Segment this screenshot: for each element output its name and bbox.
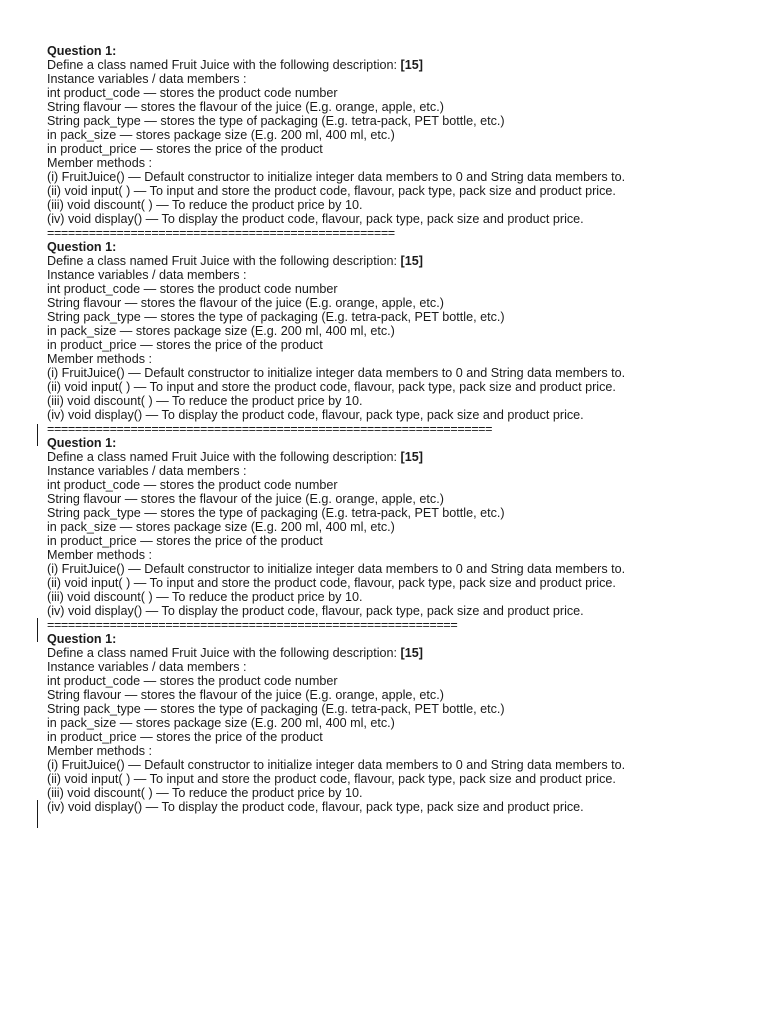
intro-text: Define a class named Fruit Juice with the following description: (47, 58, 401, 72)
member-flavour: String flavour — stores the flavour of the juice (E.g. orange, apple, etc.) (47, 492, 444, 506)
separator-line: =========================================================== (47, 618, 458, 632)
member-pack-type: String pack_type — stores the type of packaging (E.g. tetra-pack, PET bottle, etc.) (47, 114, 505, 128)
method-input: (ii) void input( ) — To input and store the product code, flavour, pack type, pack size and product price. (47, 772, 616, 786)
section-label-instance-variables: Instance variables / data members : (47, 660, 247, 674)
member-product-code: int product_code — stores the product code number (47, 674, 338, 688)
method-input: (ii) void input( ) — To input and store the product code, flavour, pack type, pack size and product price. (47, 380, 616, 394)
member-flavour: String flavour — stores the flavour of the juice (E.g. orange, apple, etc.) (47, 688, 444, 702)
question-intro (47, 58, 747, 72)
section-label-instance-variables: Instance variables / data members : (47, 72, 247, 86)
method-constructor: (i) FruitJuice() — Default constructor to initialize integer data members to 0 and String data members to. (47, 366, 626, 380)
question-heading: Question 1: (47, 632, 117, 646)
question-block (47, 632, 747, 814)
member-product-price: in product_price — stores the price of the product (47, 142, 323, 156)
intro-text: Define a class named Fruit Juice with the following description: (47, 646, 401, 660)
member-product-code: int product_code — stores the product code number (47, 282, 338, 296)
method-discount: (iii) void discount( ) — To reduce the product price by 10. (47, 394, 363, 408)
member-product-price: in product_price — stores the price of the product (47, 338, 323, 352)
section-label-member-methods: Member methods : (47, 352, 152, 366)
separator-line: ================================================================ (47, 422, 493, 436)
method-discount: (iii) void discount( ) — To reduce the product price by 10. (47, 590, 363, 604)
section-label-instance-variables: Instance variables / data members : (47, 464, 247, 478)
change-bar (37, 800, 38, 828)
method-display: (iv) void display() — To display the product code, flavour, pack type, pack size and product price. (47, 212, 584, 226)
method-constructor: (i) FruitJuice() — Default constructor to initialize integer data members to 0 and String data members to. (47, 562, 626, 576)
member-pack-size: in pack_size — stores package size (E.g. 200 ml, 400 ml, etc.) (47, 324, 395, 338)
intro-text: Define a class named Fruit Juice with the following description: (47, 254, 401, 268)
question-intro (47, 646, 747, 660)
member-pack-size: in pack_size — stores package size (E.g. 200 ml, 400 ml, etc.) (47, 716, 395, 730)
marks-label: [15] (400, 58, 423, 72)
question-heading: Question 1: (47, 240, 117, 254)
member-product-code: int product_code — stores the product code number (47, 86, 338, 100)
member-flavour: String flavour — stores the flavour of the juice (E.g. orange, apple, etc.) (47, 296, 444, 310)
change-bar (37, 618, 38, 642)
separator-line: ================================================== (47, 226, 395, 240)
method-input: (ii) void input( ) — To input and store the product code, flavour, pack type, pack size and product price. (47, 184, 616, 198)
member-flavour: String flavour — stores the flavour of the juice (E.g. orange, apple, etc.) (47, 100, 444, 114)
method-display: (iv) void display() — To display the product code, flavour, pack type, pack size and product price. (47, 800, 584, 814)
marks-label: [15] (400, 254, 423, 268)
member-pack-type: String pack_type — stores the type of packaging (E.g. tetra-pack, PET bottle, etc.) (47, 506, 505, 520)
member-pack-size: in pack_size — stores package size (E.g. 200 ml, 400 ml, etc.) (47, 128, 395, 142)
member-pack-type: String pack_type — stores the type of packaging (E.g. tetra-pack, PET bottle, etc.) (47, 702, 505, 716)
section-label-member-methods: Member methods : (47, 548, 152, 562)
method-display: (iv) void display() — To display the product code, flavour, pack type, pack size and product price. (47, 604, 584, 618)
method-constructor: (i) FruitJuice() — Default constructor to initialize integer data members to 0 and String data members to. (47, 170, 626, 184)
method-input: (ii) void input( ) — To input and store the product code, flavour, pack type, pack size and product price. (47, 576, 616, 590)
question-intro (47, 450, 747, 464)
member-product-price: in product_price — stores the price of the product (47, 730, 323, 744)
member-product-code: int product_code — stores the product code number (47, 478, 338, 492)
member-pack-type: String pack_type — stores the type of packaging (E.g. tetra-pack, PET bottle, etc.) (47, 310, 505, 324)
section-label-member-methods: Member methods : (47, 744, 152, 758)
question-intro (47, 254, 747, 268)
marks-label: [15] (400, 646, 423, 660)
section-label-instance-variables: Instance variables / data members : (47, 268, 247, 282)
intro-text: Define a class named Fruit Juice with the following description: (47, 450, 401, 464)
marks-label: [15] (400, 450, 423, 464)
member-pack-size: in pack_size — stores package size (E.g. 200 ml, 400 ml, etc.) (47, 520, 395, 534)
method-discount: (iii) void discount( ) — To reduce the product price by 10. (47, 786, 363, 800)
method-discount: (iii) void discount( ) — To reduce the product price by 10. (47, 198, 363, 212)
question-block (47, 240, 747, 436)
member-product-price: in product_price — stores the price of the product (47, 534, 323, 548)
section-label-member-methods: Member methods : (47, 156, 152, 170)
method-display: (iv) void display() — To display the product code, flavour, pack type, pack size and product price. (47, 408, 584, 422)
question-heading: Question 1: (47, 436, 117, 450)
change-bar (37, 424, 38, 446)
question-block (47, 436, 747, 632)
question-block (47, 44, 747, 240)
question-heading: Question 1: (47, 44, 117, 58)
method-constructor: (i) FruitJuice() — Default constructor to initialize integer data members to 0 and String data members to. (47, 758, 626, 772)
